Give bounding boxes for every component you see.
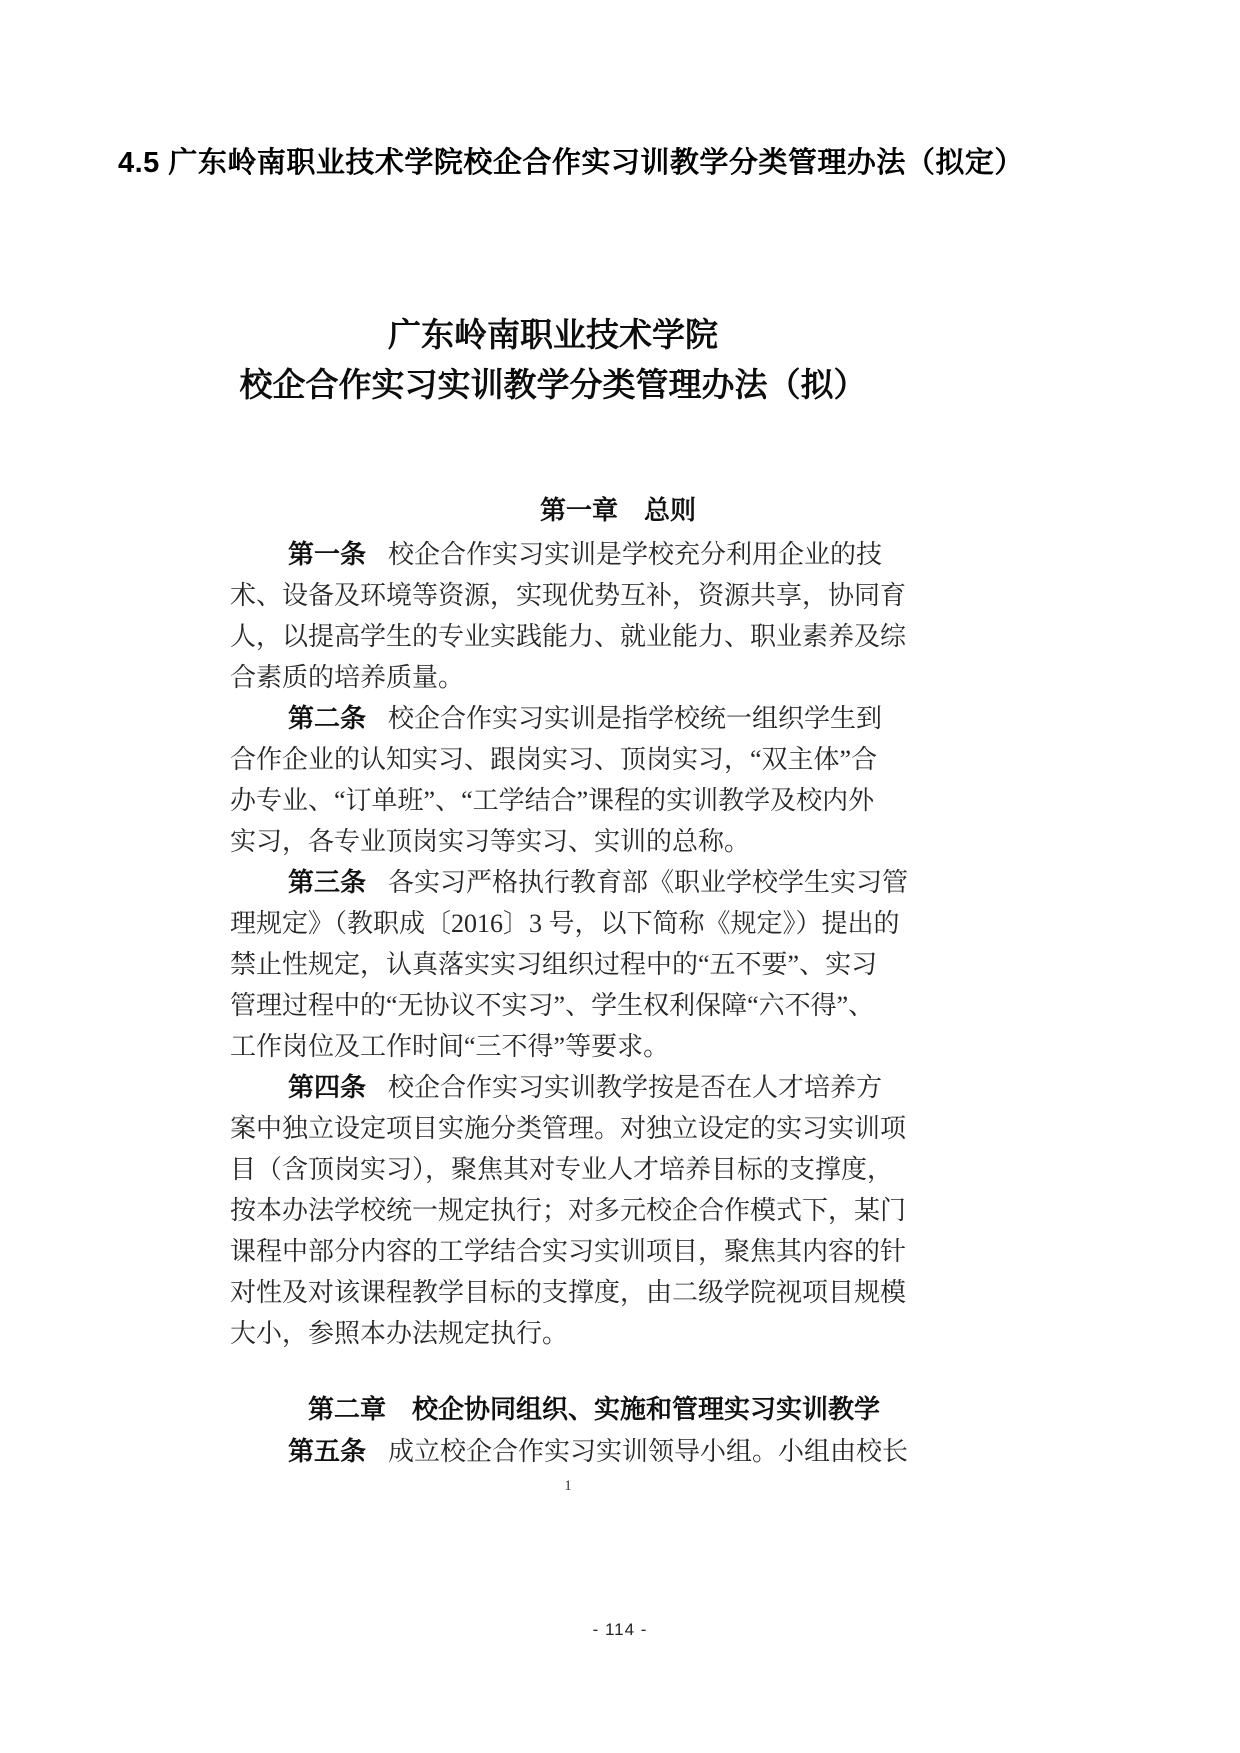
article-line: 课程中部分内容的工学结合实习实训项目，聚焦其内容的针	[230, 1237, 907, 1266]
article-line	[230, 698, 906, 739]
article-line: 办专业、“订单班”、“工学结合”课程的实训教学及校内外	[230, 786, 875, 815]
article-line	[230, 1067, 906, 1108]
article-1-text: 校企合作实习实训是学校充分利用企业的技	[388, 540, 883, 569]
document-title-line2: 校企合作实习实训教学分类管理办法（拟）	[239, 366, 867, 403]
article-5-text: 成立校企合作实习实训领导小组。小组由校长	[388, 1437, 909, 1466]
article-line: 管理过程中的“无协议不实习”、学生权利保障“六不得”、	[230, 991, 875, 1020]
article-line: 合素质的培养质量。	[230, 663, 465, 692]
document-title-line1: 广东岭南职业技术学院	[388, 316, 718, 353]
article-1-lead: 第一条	[288, 539, 367, 569]
article-line: 工作岗位及工作时间“三不得”等要求。	[230, 1032, 670, 1061]
article-5-lead: 第五条	[288, 1436, 367, 1466]
article-3-text: 各实习严格执行教育部《职业学校学生实习管	[388, 868, 909, 897]
document-title	[230, 310, 906, 410]
article-line: 人，以提高学生的专业实践能力、就业能力、职业素养及综	[230, 622, 907, 651]
article-line	[230, 862, 909, 903]
article-line	[230, 1431, 909, 1472]
article-line: 禁止性规定，认真落实实习组织过程中的“五不要”、实习	[230, 950, 878, 979]
document-body	[230, 534, 909, 1354]
section-heading: 4.5 广东岭南职业技术学院校企合作实习训教学分类管理办法（拟定）	[118, 147, 1024, 179]
article-4-text: 校企合作实习实训教学按是否在人才培养方	[388, 1073, 883, 1102]
article-5	[230, 1431, 909, 1472]
article-line: 大小，参照本办法规定执行。	[230, 1319, 569, 1348]
article-line: 对性及对该课程教学目标的支撑度，由二级学院视项目规模	[230, 1278, 907, 1307]
article-4-lead: 第四条	[288, 1072, 367, 1102]
footer-page-number: - 114 -	[592, 1620, 648, 1639]
article-2-lead: 第二条	[288, 703, 367, 733]
article-line	[230, 534, 906, 575]
article-3-lead: 第三条	[288, 867, 367, 897]
article-line: 目（含顶岗实习），聚焦其对专业人才培养目标的支撑度，	[230, 1155, 894, 1184]
article-line: 按本办法学校统一规定执行；对多元校企合作模式下，某门	[230, 1196, 907, 1225]
article-line: 术、设备及环境等资源，实现优势互补，资源共享，协同育	[230, 581, 907, 610]
article-line: 合作企业的认知实习、跟岗实习、顶岗实习，“双主体”合	[230, 745, 878, 774]
article-line: 实习，各专业顶岗实习等实习、实训的总称。	[230, 827, 751, 856]
chapter-2-heading: 第二章 校企协同组织、实施和管理实习实训教学	[307, 1394, 880, 1424]
article-line: 理规定》（教职成〔2016〕3 号，以下简称《规定》）提出的	[230, 909, 900, 938]
article-line: 案中独立设定项目实施分类管理。对独立设定的实习实训项	[230, 1114, 907, 1143]
scanned-document	[230, 310, 909, 1496]
chapter-1-heading: 第一章 总则	[539, 495, 696, 525]
article-2-text: 校企合作实习实训是指学校统一组织学生到	[388, 704, 883, 733]
inner-page-number: 1	[564, 1478, 572, 1494]
